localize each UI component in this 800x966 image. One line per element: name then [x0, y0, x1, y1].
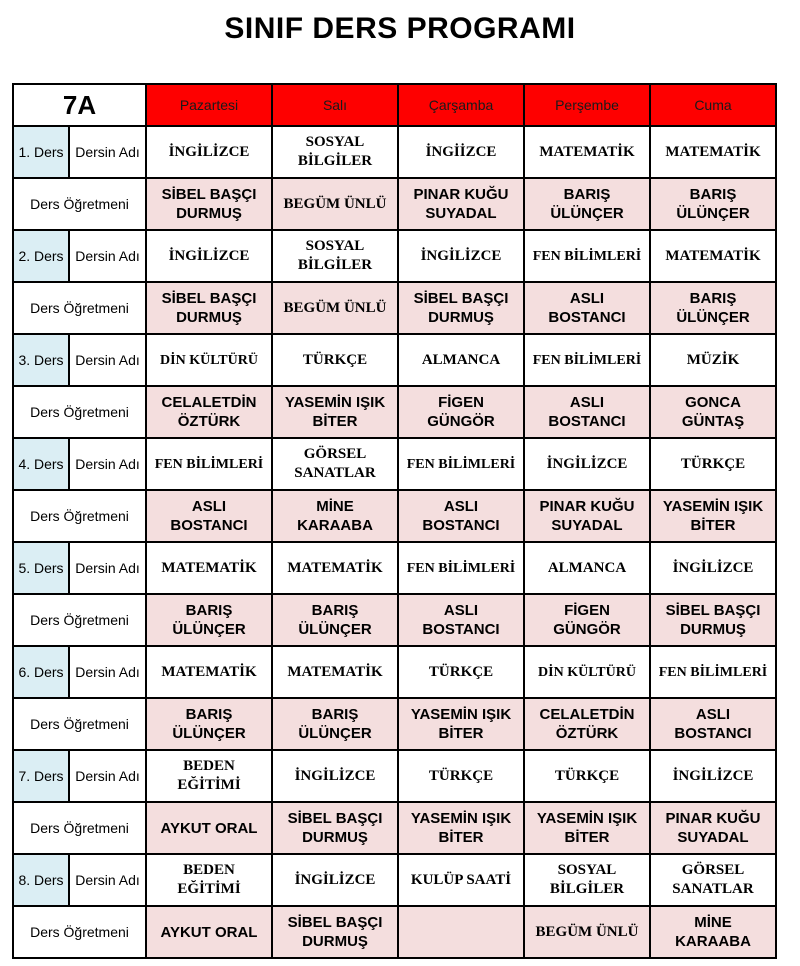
teacher-cell [398, 386, 524, 438]
teacher-text: AYKUT ORAL [160, 923, 258, 941]
subject-text: İNGİLİZCE [294, 871, 376, 888]
subject-text: ALMANCA [547, 559, 627, 576]
teacher-cell [650, 178, 776, 230]
subject-cell [650, 542, 776, 594]
teacher-cell [398, 698, 524, 750]
subject-cell [524, 438, 650, 490]
subject-text: BEDEN EĞİTİMİ [177, 758, 241, 793]
subject-cell [524, 750, 650, 802]
teacher-cell [398, 802, 524, 854]
teacher-text: BARIŞ ÜLÜNÇER [172, 602, 246, 638]
subject-cell [524, 542, 650, 594]
period-label: 3. Ders [13, 334, 69, 386]
teacher-cell [524, 178, 650, 230]
subject-cell [398, 542, 524, 594]
schedule-table [12, 83, 777, 959]
subject-cell [524, 854, 650, 906]
period-label: 4. Ders [13, 438, 69, 490]
teacher-cell [272, 490, 398, 542]
subject-cell [272, 334, 398, 386]
teacher-cell [272, 698, 398, 750]
subject-cell [398, 126, 524, 178]
teacher-text: ASLI BOSTANCI [548, 394, 626, 430]
subject-row-label: Dersin Adı [69, 750, 146, 802]
teacher-text: YASEMİN IŞIK BİTER [536, 810, 638, 846]
subject-text: GÖRSEL SANATLAR [294, 446, 376, 481]
subject-cell [146, 334, 272, 386]
header-row [13, 84, 776, 126]
teacher-cell [650, 386, 776, 438]
lesson-row [13, 438, 776, 490]
subject-text: FEN BİLİMLERİ [532, 352, 642, 368]
subject-text: SOSYAL BİLGİLER [549, 862, 625, 897]
teacher-text: SİBEL BAŞÇI DURMUŞ [161, 186, 257, 222]
subject-cell [650, 750, 776, 802]
subject-cell [272, 230, 398, 282]
subject-cell [524, 126, 650, 178]
subject-cell [650, 438, 776, 490]
teacher-cell [650, 802, 776, 854]
teacher-cell [272, 178, 398, 230]
subject-text: MATEMATİK [161, 559, 257, 576]
teacher-text: BARIŞ ÜLÜNÇER [298, 706, 372, 742]
subject-cell [272, 438, 398, 490]
teacher-text: ASLI BOSTANCI [674, 706, 752, 742]
teacher-text: SİBEL BAŞÇI DURMUŞ [161, 290, 257, 326]
teacher-text: BARIŞ ÜLÜNÇER [676, 186, 750, 222]
teacher-cell [272, 594, 398, 646]
subject-cell [650, 334, 776, 386]
teacher-cell [146, 178, 272, 230]
subject-text: SOSYAL BİLGİLER [297, 134, 373, 169]
subject-text: BEDEN EĞİTİMİ [177, 862, 241, 897]
schedule-body [13, 84, 776, 958]
subject-text: TÜRKÇE [302, 351, 368, 368]
teacher-cell [650, 490, 776, 542]
lesson-row [13, 854, 776, 906]
subject-text: MATEMATİK [665, 247, 761, 264]
teacher-text: BARIŞ ÜLÜNÇER [550, 186, 624, 222]
teacher-row [13, 178, 776, 230]
teacher-cell [272, 386, 398, 438]
subject-text: FEN BİLİMLERİ [406, 560, 516, 576]
subject-text: İNGİLİZCE [294, 767, 376, 784]
teacher-cell [272, 282, 398, 334]
teacher-text: ASLI BOSTANCI [422, 498, 500, 534]
teacher-cell [398, 594, 524, 646]
lesson-row [13, 230, 776, 282]
teacher-text: ASLI BOSTANCI [548, 290, 626, 326]
subject-cell [146, 438, 272, 490]
subject-cell [398, 854, 524, 906]
teacher-text: YASEMİN IŞIK BİTER [284, 394, 386, 430]
subject-cell [650, 854, 776, 906]
period-label: 2. Ders [13, 230, 69, 282]
subject-row-label: Dersin Adı [69, 542, 146, 594]
subject-text: MATEMATİK [161, 663, 257, 680]
subject-text: ALMANCA [421, 351, 501, 368]
teacher-text: BARIŞ ÜLÜNÇER [298, 602, 372, 638]
teacher-row-label: Ders Öğretmeni [13, 594, 146, 646]
teacher-text: YASEMİN IŞIK BİTER [410, 706, 512, 742]
subject-text: İNGİLİZCE [168, 247, 250, 264]
teacher-cell [398, 490, 524, 542]
teacher-cell [272, 802, 398, 854]
teacher-cell [524, 802, 650, 854]
teacher-cell [146, 282, 272, 334]
teacher-text: YASEMİN IŞIK BİTER [410, 810, 512, 846]
subject-cell [524, 646, 650, 698]
lesson-row [13, 750, 776, 802]
subject-cell [524, 334, 650, 386]
period-label: 5. Ders [13, 542, 69, 594]
teacher-text: FİGEN GÜNGÖR [427, 394, 495, 430]
lesson-row [13, 542, 776, 594]
subject-cell [398, 230, 524, 282]
teacher-row [13, 490, 776, 542]
subject-text: MATEMATİK [287, 663, 383, 680]
teacher-row-label: Ders Öğretmeni [13, 906, 146, 958]
subject-row-label: Dersin Adı [69, 334, 146, 386]
teacher-text: FİGEN GÜNGÖR [553, 602, 621, 638]
subject-text: İNGİLİZCE [672, 767, 754, 784]
lesson-row [13, 126, 776, 178]
teacher-text: BEGÜM ÜNLÜ [535, 923, 639, 940]
teacher-row-label: Ders Öğretmeni [13, 178, 146, 230]
subject-cell [398, 438, 524, 490]
lesson-row [13, 646, 776, 698]
subject-cell [146, 126, 272, 178]
teacher-cell [524, 386, 650, 438]
teacher-text: ASLI BOSTANCI [422, 602, 500, 638]
teacher-cell [650, 282, 776, 334]
teacher-cell [524, 490, 650, 542]
subject-cell [272, 854, 398, 906]
teacher-cell [650, 906, 776, 958]
teacher-row [13, 802, 776, 854]
subject-cell [650, 646, 776, 698]
period-label: 1. Ders [13, 126, 69, 178]
subject-row-label: Dersin Adı [69, 646, 146, 698]
teacher-cell [398, 282, 524, 334]
teacher-cell [650, 698, 776, 750]
subject-text: İNGİLİZCE [420, 247, 502, 264]
empty-teacher-cell [398, 906, 524, 958]
subject-cell [272, 542, 398, 594]
teacher-row-label: Ders Öğretmeni [13, 490, 146, 542]
teacher-row [13, 906, 776, 958]
subject-text: İNGİİZCE [425, 143, 497, 160]
teacher-cell [398, 178, 524, 230]
subject-cell [146, 646, 272, 698]
subject-text: FEN BİLİMLERİ [406, 456, 516, 472]
teacher-row [13, 282, 776, 334]
subject-text: İNGİLİZCE [546, 455, 628, 472]
class-name: 7A [13, 84, 146, 126]
teacher-text: MİNE KARAABA [675, 914, 751, 950]
teacher-text: SİBEL BAŞÇI DURMUŞ [287, 914, 383, 950]
teacher-row [13, 698, 776, 750]
teacher-text: PINAR KUĞU SUYADAL [413, 186, 509, 222]
subject-text: FEN BİLİMLERİ [658, 664, 768, 680]
teacher-cell [146, 594, 272, 646]
teacher-row-label: Ders Öğretmeni [13, 698, 146, 750]
subject-text: GÖRSEL SANATLAR [672, 862, 754, 897]
subject-cell [146, 750, 272, 802]
subject-text: TÜRKÇE [428, 767, 494, 784]
subject-row-label: Dersin Adı [69, 854, 146, 906]
teacher-cell [146, 490, 272, 542]
teacher-text: SİBEL BAŞÇI DURMUŞ [665, 602, 761, 638]
teacher-text: BEGÜM ÜNLÜ [283, 299, 387, 316]
teacher-row [13, 386, 776, 438]
teacher-row-label: Ders Öğretmeni [13, 282, 146, 334]
subject-cell [146, 542, 272, 594]
teacher-text: SİBEL BAŞÇI DURMUŞ [413, 290, 509, 326]
teacher-text: SİBEL BAŞÇI DURMUŞ [287, 810, 383, 846]
subject-text: DİN KÜLTÜRÜ [538, 664, 636, 680]
subject-text: MÜZİK [686, 351, 740, 368]
teacher-cell [146, 802, 272, 854]
day-header: Cuma [650, 84, 776, 126]
day-header: Çarşamba [398, 84, 524, 126]
subject-cell [650, 126, 776, 178]
subject-text: DİN KÜLTÜRÜ [160, 352, 258, 368]
teacher-cell [146, 698, 272, 750]
lesson-row [13, 334, 776, 386]
subject-text: FEN BİLİMLERİ [532, 248, 642, 264]
teacher-row-label: Ders Öğretmeni [13, 802, 146, 854]
subject-cell [272, 646, 398, 698]
teacher-text: BARIŞ ÜLÜNÇER [172, 706, 246, 742]
teacher-text: PINAR KUĞU SUYADAL [665, 810, 761, 846]
teacher-cell [650, 594, 776, 646]
subject-row-label: Dersin Adı [69, 230, 146, 282]
day-header: Salı [272, 84, 398, 126]
subject-row-label: Dersin Adı [69, 438, 146, 490]
subject-cell [272, 750, 398, 802]
period-label: 7. Ders [13, 750, 69, 802]
teacher-row [13, 594, 776, 646]
subject-text: MATEMATİK [287, 559, 383, 576]
subject-text: TÜRKÇE [428, 663, 494, 680]
subject-text: İNGİLİZCE [168, 143, 250, 160]
subject-cell [146, 854, 272, 906]
teacher-cell [146, 386, 272, 438]
teacher-row-label: Ders Öğretmeni [13, 386, 146, 438]
subject-row-label: Dersin Adı [69, 126, 146, 178]
page-title: SINIF DERS PROGRAMI [224, 12, 576, 45]
teacher-text: GONCA GÜNTAŞ [681, 394, 745, 430]
teacher-text: CELALETDİN ÖZTÜRK [539, 706, 635, 742]
subject-text: SOSYAL BİLGİLER [297, 238, 373, 273]
day-header: Pazartesi [146, 84, 272, 126]
subject-cell [146, 230, 272, 282]
teacher-text: YASEMİN IŞIK BİTER [662, 498, 764, 534]
teacher-cell [146, 906, 272, 958]
teacher-cell [272, 906, 398, 958]
subject-cell [524, 230, 650, 282]
teacher-text: CELALETDİN ÖZTÜRK [161, 394, 257, 430]
teacher-cell [524, 906, 650, 958]
teacher-cell [524, 282, 650, 334]
period-label: 8. Ders [13, 854, 69, 906]
subject-text: İNGİLİZCE [672, 559, 754, 576]
teacher-cell [524, 698, 650, 750]
subject-cell [398, 646, 524, 698]
teacher-text: PINAR KUĞU SUYADAL [539, 498, 635, 534]
subject-text: MATEMATİK [665, 143, 761, 160]
period-label: 6. Ders [13, 646, 69, 698]
subject-cell [398, 750, 524, 802]
subject-text: TÜRKÇE [554, 767, 620, 784]
teacher-cell [524, 594, 650, 646]
subject-cell [650, 230, 776, 282]
teacher-text: BARIŞ ÜLÜNÇER [676, 290, 750, 326]
subject-text: TÜRKÇE [680, 455, 746, 472]
day-header: Perşembe [524, 84, 650, 126]
subject-text: MATEMATİK [539, 143, 635, 160]
teacher-text: AYKUT ORAL [160, 819, 258, 837]
teacher-text: MİNE KARAABA [297, 498, 373, 534]
subject-cell [272, 126, 398, 178]
teacher-text: BEGÜM ÜNLÜ [283, 195, 387, 212]
subject-cell [398, 334, 524, 386]
teacher-text: ASLI BOSTANCI [170, 498, 248, 534]
subject-text: KULÜP SAATİ [410, 871, 512, 888]
subject-text: FEN BİLİMLERİ [154, 456, 264, 472]
